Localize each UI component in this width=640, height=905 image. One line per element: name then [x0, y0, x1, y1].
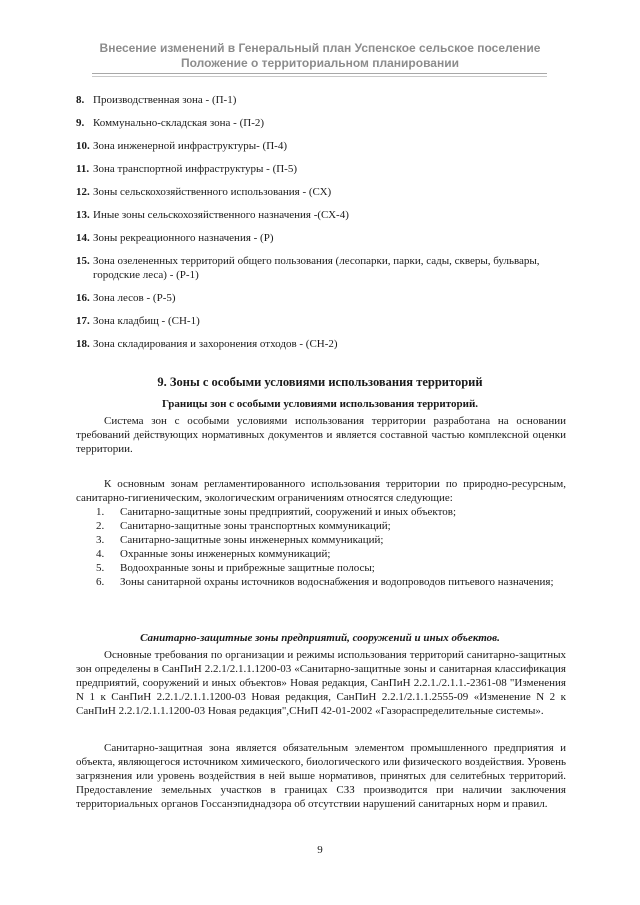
list-number: 4.: [96, 548, 105, 560]
zone-text: Зоны рекреационного назначения - (Р): [93, 232, 274, 244]
zone-number: 15.: [76, 255, 90, 267]
zone-text: Зона лесов - (Р-5): [93, 292, 176, 304]
zone-number: 12.: [76, 186, 90, 198]
zone-text: Коммунально-складская зона - (П-2): [93, 117, 265, 129]
list-number: 5.: [96, 562, 105, 574]
list-item: [76, 561, 566, 575]
zone-number: 10.: [76, 140, 90, 152]
zone-item: [76, 291, 576, 305]
zone-number: 17.: [76, 315, 90, 327]
list-number: 6.: [96, 576, 105, 588]
zone-text: Зона инженерной инфраструктуры- (П-4): [93, 140, 287, 152]
list-item: [76, 575, 566, 589]
zone-number: 8.: [76, 94, 85, 106]
header-title-line2: Положение о территориальном планировании: [181, 56, 459, 70]
zone-text: Зона озелененных территорий общего пользования (лесопарки, парки, сады, скверы, бульвары, городские леса) - (Р-1): [93, 255, 540, 281]
zone-text: Зона транспортной инфраструктуры - (П-5): [93, 163, 298, 175]
zone-number: 9.: [76, 117, 85, 129]
subsection-title-sanitary: Санитарно-защитные зоны предприятий, сооружений и иных объектов.: [140, 632, 500, 644]
header-title-line1: Внесение изменений в Генеральный план Успенское сельское поселение: [99, 41, 541, 55]
zone-item: [76, 93, 576, 107]
subsection-title: Границы зон с особыми условиями использования территорий.: [161, 398, 479, 410]
paragraph: Основные требования по организации и режимы использования территорий санитарно-защитных зон определены в СанПиН 2.2.1/2.1.1.1200-03 «Санитарно-защитные зоны и санитарная классификация предприятий, сооружений и иных объектов» Новая редакция, СанПиН 2.2.1./2.1.1.-2361-08 "Изменения N 1 к СанПиН 2.2.1./2.1.1.1200-03 Новая редакция, СанПиН 2.2.1/2.1.1.2555-09 «Изменение N 2 к СанПиН 2.2.1/2.1.1.1200-03 Новая редакция",СНиП 42-01-2002 «Газораспределительные системы».: [76, 649, 566, 717]
zone-item: [76, 116, 576, 130]
list-number: 3.: [96, 534, 105, 546]
list-item: [76, 519, 566, 533]
list-number: 1.: [96, 506, 105, 518]
list-text: Санитарно-защитные зоны предприятий, сооружений и иных объектов;: [120, 506, 457, 518]
zone-item: [76, 208, 576, 222]
zone-number: 16.: [76, 292, 90, 304]
zone-number: 11.: [76, 163, 90, 175]
zone-list: [76, 93, 576, 360]
zone-type-list: [76, 505, 566, 589]
zone-text: Производственная зона - (П-1): [93, 94, 237, 106]
list-item: [76, 505, 566, 519]
header-rule-secondary: [92, 76, 547, 77]
zone-text: Зона кладбищ - (СН-1): [93, 315, 200, 327]
zone-item: [76, 314, 576, 328]
page-header: [0, 41, 640, 71]
zone-item: [76, 162, 576, 176]
zone-number: 13.: [76, 209, 90, 221]
zone-item: [76, 231, 576, 245]
zone-text: Зоны сельскохозяйственного использования - (СХ): [93, 186, 332, 198]
page-number: 9: [317, 844, 323, 856]
header-rule: [92, 73, 547, 74]
list-number: 2.: [96, 520, 105, 532]
list-text: Зоны санитарной охраны источников водоснабжения и водопроводов питьевого назначения;: [120, 576, 554, 588]
zone-number: 18.: [76, 338, 90, 350]
paragraph: Система зон с особыми условиями использования территории разработана на основании требований действующих нормативных документов и является составной частью комплексной оценки территории.: [76, 415, 566, 455]
zone-number: 14.: [76, 232, 90, 244]
list-item: [76, 533, 566, 547]
list-text: Водоохранные зоны и прибрежные защитные полосы;: [120, 562, 375, 574]
zone-item: [76, 185, 576, 199]
paragraph: Санитарно-защитная зона является обязательным элементом промышленного предприятия и объекта, являющегося источником химического, биологического или физического воздействия. Уровень загрязнения или уровень воздействия в ней выше нормативов, принятых для селитебных территорий. Предоставление земельных участков в границах СЗЗ производится при наличии заключения территориальных органов Госсанэпиднадзора об отсутствии нарушений санитарных норм и правил.: [76, 742, 566, 810]
paragraph: К основным зонам регламентированного использования территории по природно-ресурсным, санитарно-гигиеническим, экологическим ограничениям относятся следующие:: [76, 478, 566, 504]
zone-item: [76, 337, 576, 351]
list-item: [76, 547, 566, 561]
list-text: Охранные зоны инженерных коммуникаций;: [120, 548, 331, 560]
list-text: Санитарно-защитные зоны транспортных коммуникаций;: [120, 520, 391, 532]
zone-text: Зона складирования и захоронения отходов - (СН-2): [93, 338, 338, 350]
zone-item: [76, 139, 576, 153]
zone-item: [76, 254, 563, 282]
list-text: Санитарно-защитные зоны инженерных коммуникаций;: [120, 534, 384, 546]
zone-text: Иные зоны сельскохозяйственного назначения -(СХ-4): [93, 209, 349, 221]
section-title: 9. Зоны с особыми условиями использования территорий: [157, 375, 483, 389]
